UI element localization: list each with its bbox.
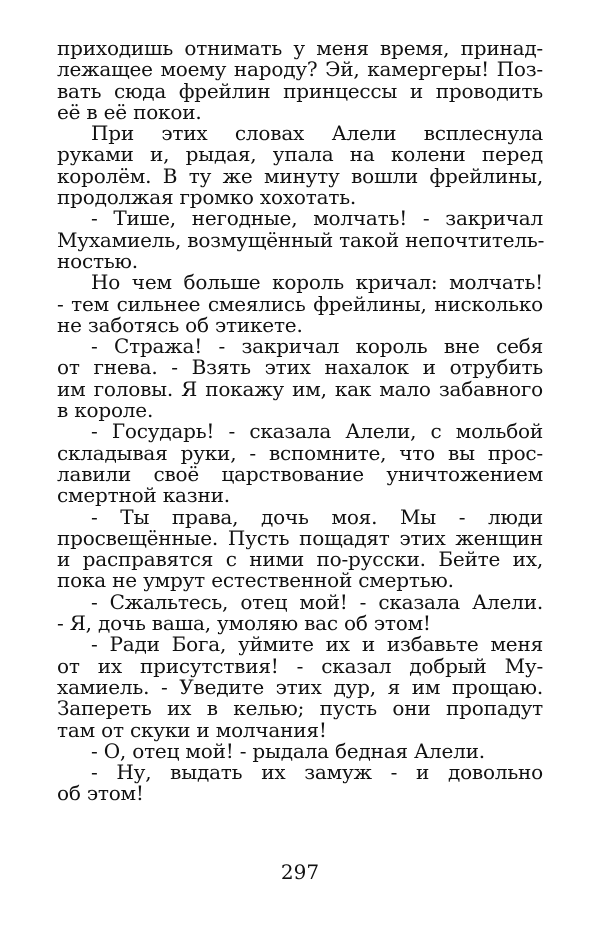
paragraph bbox=[57, 336, 543, 421]
text-line: Мухамиель, возмущённый такой непочтитель- bbox=[57, 227, 545, 252]
text-line: им головы. Я покажу им, как мало забавного bbox=[57, 376, 543, 401]
paragraph bbox=[57, 123, 543, 208]
text-line: - Тише, негодные, молчать! - закричал bbox=[91, 206, 543, 231]
text-line: Запереть их в келью; пусть они пропадут bbox=[57, 696, 543, 721]
text-line: руками и, рыдая, упала на колени перед bbox=[57, 142, 543, 167]
paragraph bbox=[57, 504, 543, 593]
text-line: от их присутствия! - сказал добрый Му- bbox=[57, 653, 543, 678]
page-number: 297 bbox=[280, 860, 320, 884]
paragraph bbox=[57, 421, 543, 506]
text-line: смертной казни. bbox=[57, 483, 230, 508]
text-line: там от скуки и молчания! bbox=[57, 717, 327, 742]
text-line: - О, отец мой! - рыдала бедная Алели. bbox=[91, 738, 485, 763]
text-line: - тем сильнее смеялись фрейлины, нисколько bbox=[57, 291, 543, 316]
text-line: - Ты права, дочь моя. Мы - люди bbox=[91, 504, 543, 529]
book-page-text bbox=[57, 38, 543, 805]
paragraph bbox=[57, 738, 543, 763]
text-line: - Ну, выдать их замуж - и довольно bbox=[91, 760, 543, 785]
text-line: об этом! bbox=[57, 781, 144, 806]
text-line: лавили своё царствование уничтожением bbox=[57, 461, 543, 486]
paragraph bbox=[57, 762, 543, 805]
text-line: просвещённые. Пусть пощадят этих женщин bbox=[57, 525, 543, 550]
text-line: королём. В ту же минуту вошли фрейлины, bbox=[57, 163, 543, 188]
text-line: приходишь отнимать у меня время, принад- bbox=[57, 36, 543, 60]
text-line: Но чем больше король кричал: молчать! bbox=[91, 270, 543, 295]
text-line: При этих словах Алели всплеснула bbox=[91, 121, 543, 146]
text-line: продолжая громко хохотать. bbox=[57, 185, 357, 210]
text-line: лежащее моему народу? Эй, камергеры! Поз- bbox=[57, 57, 543, 82]
text-line: и расправятся с ними по-русски. Бейте их, bbox=[57, 547, 543, 572]
text-line: хамиель. - Уведите этих дур, я им прощаю. bbox=[57, 674, 543, 699]
text-line: - Государь! - сказала Алели, с мольбой bbox=[91, 419, 543, 444]
text-line: ностью. bbox=[57, 248, 138, 273]
text-line: вать сюда фрейлин принцессы и проводить bbox=[57, 78, 543, 103]
paragraph bbox=[57, 208, 543, 272]
text-line: складывая руки, - вспомните, что вы прос- bbox=[57, 440, 543, 465]
text-line: - Сжальтесь, отец мой! - сказала Алели. bbox=[91, 589, 543, 614]
text-line: не заботясь об этикете. bbox=[57, 312, 303, 337]
paragraph bbox=[57, 589, 543, 636]
text-line: в короле. bbox=[57, 398, 154, 423]
paragraph bbox=[57, 272, 543, 336]
text-line: пока не умрут естественной смертью. bbox=[57, 568, 454, 593]
text-line: - Я, дочь ваша, умоляю вас об этом! bbox=[57, 611, 431, 636]
text-line: её в её покои. bbox=[57, 99, 202, 124]
paragraph bbox=[57, 38, 543, 123]
text-line: от гнева. - Взять этих нахалок и отрубить bbox=[57, 355, 543, 380]
text-line: - Стража! - закричал король вне себя bbox=[91, 334, 543, 359]
text-line: - Ради Бога, уймите их и избавьте меня bbox=[91, 632, 543, 657]
paragraph bbox=[57, 634, 543, 740]
